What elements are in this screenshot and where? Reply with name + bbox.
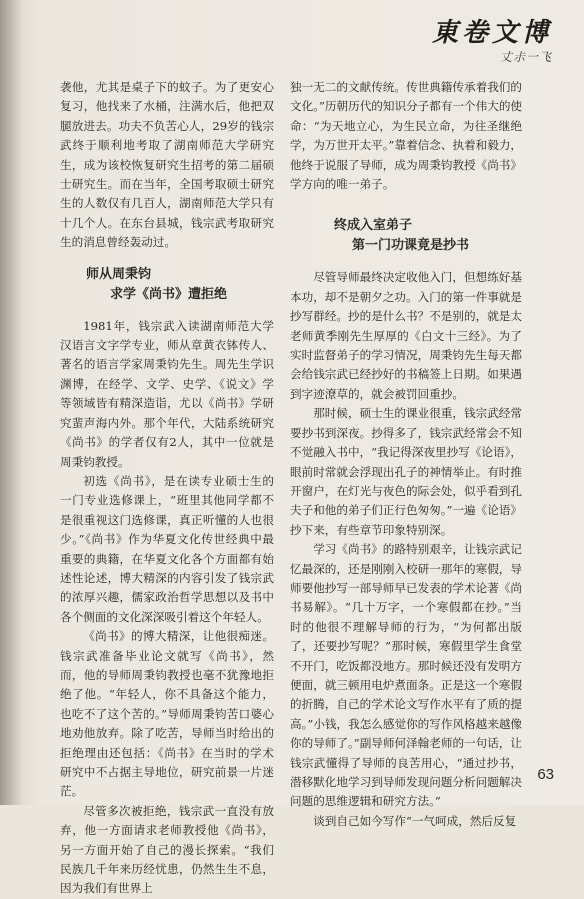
- column-header-brand: [408, 12, 558, 68]
- paragraph: 学习《尚书》的路特别艰辛，让钱宗武记忆最深的，还是刚刚入校研一那年的寒假，导师要他抄写一部导师早已发表的学术论著《尚书易解》。“几十万字，一个寒假都在抄。”当时的他很不理解导师的行为，“为何都出版了，还要抄写呢？”那时候，寒假里学生食堂不开门，吃饭都没地方。那时候还没有发明方便面，就三顿用电炉煮面条。正是这一个寒假的折腾，自己的学术论文写作水平有了质的提高。”小钱，我怎么感觉你的写作风格越来越像你的导师了。”副导师何泽翰老师的一句话，让钱宗武懂得了导师的良苦用心，“通过抄书，潜移默化地学习到导师发现问题分析问题解决问题的思维逻辑和研究方法。”: [290, 542, 523, 809]
- paragraph: 尽管导师最终决定收他入门，但想练好基本功，却不是朝夕之功。入门的第一件事就是抄写群经。抄的是什么书？不是别的，就是太老师黄季刚先生厚厚的《白文十三经》。为了实时监督弟子的学习情况，周秉钧先生每天都会给钱宗武已经抄好的书稿签上日期。如果遇到字迹潦草的，就会被罚回重抄。: [290, 270, 522, 401]
- left-column: [60, 78, 274, 899]
- paragraph: 1981年，钱宗武入读湖南师范大学汉语言文字学专业，师从章黄衣钵传人、著名的语言学家周秉钧先生。周先生学识渊博，在经学、文学、史学、《说文》学等领域皆有精深造诣，尤以《尚书》学研究蜚声海内外。那个年代，大陆系统研究《尚书》的学者仅有2人，其中一位就是周秉钧教授。: [60, 318, 274, 469]
- section-heading: 终成入室弟子: [334, 218, 413, 234]
- paragraph: 初选《尚书》，是在读专业硕士生的一门专业选修课上，“班里其他同学都不是很重视这门选修课，真正听懂的人也很少。”《尚书》作为华夏文化传世经典中最重要的典籍，在华夏文化各个方面都有始述性论述，博大精深的内容引发了钱宗武的浓厚兴趣，儒家政治哲学思想以及书中各个侧面的文化深深吸引着这个年轻人。: [60, 473, 274, 624]
- paragraph: 袭他，尤其是桌子下的蚊子。为了更安心复习，他找来了水桶，注满水后，他把双腿放进去。功夫不负苦心人，29岁的钱宗武终于顺利地考取了湖南师范大学研究生，成为该校恢复研究生招考的第二届硕士研究生。而在当年，全国考取硕士研究生的人数仅有几百人，湖南师范大学只有十几个人。在东台县城，钱宗武考取研究生的消息曾经轰动过。: [60, 80, 274, 250]
- paragraph: 谈到自己如今写作“一气呵成，然后反复: [313, 813, 517, 828]
- right-column: [290, 78, 522, 831]
- section-heading: 求学《尚书》遭拒绝: [110, 286, 228, 302]
- paragraph: 那时候，硕士生的课业很重，钱宗武经常要抄书到深夜。抄得多了，钱宗武经常会不知不觉融入书中，“我记得深夜里抄写《论语》，眼前时常就会浮现出孔子的神情举止。有时推开窗户，在灯光与夜色的际会处，似乎看到孔夫子和他的弟子们正行色匆匆。”一遍《论语》抄下来，有些章节印象特别深。: [290, 406, 523, 537]
- paragraph: 《尚书》的博大精深，让他很痴迷。钱宗武准备毕业论文就写《尚书》，然而，他的导师周秉钧教授也毫不犹豫地拒绝了他。“年轻人，你不具备这个能力，也吃不了这个苦的。”导师周秉钧苦口婆心地劝他放弃。除了吃苦，导师当时给出的拒绝理由还包括：《尚书》在当时的学术研究中不占据主导地位，研究前景一片迷茫。: [60, 629, 274, 799]
- brand-title: 東卷文博: [431, 18, 552, 48]
- paragraph: 独一无二的文献传统。传世典籍传承着我们的文化。”历朝历代的知识分子都有一个伟大的使命：“为天地立心，为生民立命，为往圣继绝学，为万世开太平。”靠着信念、执着和毅力，他终于说服了导师，成为周秉钧教授《尚书》学方向的唯一弟子。: [290, 80, 523, 192]
- section-heading: 师从周秉钧: [86, 266, 152, 282]
- section-heading: 第一门功课竟是抄书: [352, 238, 470, 254]
- brand-signature: 丈尗一飞: [499, 50, 552, 64]
- page-spine-shadow: [0, 0, 22, 805]
- page-number: 63: [537, 766, 554, 783]
- paragraph: 尽管多次被拒绝，钱宗武一直没有放弃，他一方面请求老师教授他《尚书》，另一方面开始了自己的漫长探索。“我们民族几千年来历经忧患，仍然生生不息，因为我们有世界上: [60, 803, 274, 896]
